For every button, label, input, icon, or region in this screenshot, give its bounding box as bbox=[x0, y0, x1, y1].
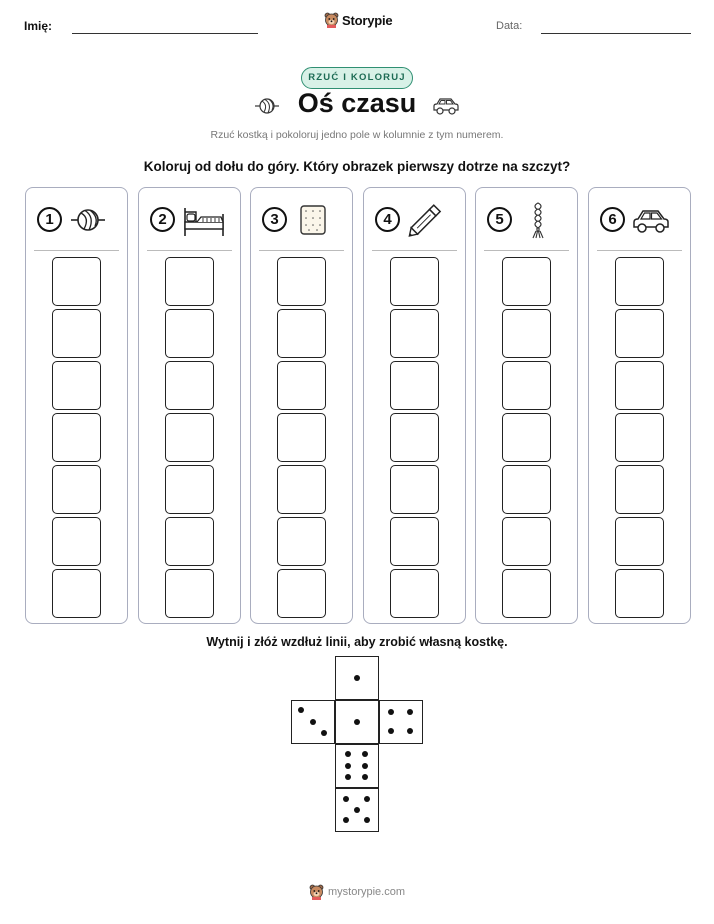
name-label: Imię: bbox=[24, 19, 53, 33]
color-cell[interactable] bbox=[277, 361, 326, 410]
footer-url: mystorypie.com bbox=[328, 886, 406, 898]
color-cell[interactable] bbox=[502, 465, 551, 514]
color-cell[interactable] bbox=[390, 465, 439, 514]
category-badge: RZUĆ I KOLORUJ bbox=[301, 67, 413, 89]
die-pip bbox=[364, 796, 370, 802]
color-cell[interactable] bbox=[52, 517, 101, 566]
color-cell[interactable] bbox=[52, 465, 101, 514]
track-column-5 bbox=[475, 187, 578, 624]
color-cell[interactable] bbox=[390, 413, 439, 462]
die-face-1 bbox=[335, 656, 379, 700]
car-icon bbox=[431, 95, 461, 117]
color-cell[interactable] bbox=[390, 569, 439, 618]
color-cell[interactable] bbox=[615, 361, 664, 410]
color-cell[interactable] bbox=[277, 569, 326, 618]
color-cell[interactable] bbox=[615, 413, 664, 462]
color-cell[interactable] bbox=[165, 361, 214, 410]
cracker-icon bbox=[293, 200, 333, 245]
color-cell[interactable] bbox=[502, 413, 551, 462]
column-divider bbox=[372, 250, 457, 251]
color-cell[interactable] bbox=[52, 361, 101, 410]
die-pip bbox=[343, 817, 349, 823]
color-cell[interactable] bbox=[502, 257, 551, 306]
column-number: 3 bbox=[262, 207, 287, 232]
braid-icon bbox=[518, 200, 558, 245]
die-pip bbox=[364, 817, 370, 823]
die-pip bbox=[362, 751, 368, 757]
color-cell[interactable] bbox=[52, 257, 101, 306]
die-pip bbox=[343, 796, 349, 802]
color-cell[interactable] bbox=[165, 413, 214, 462]
column-divider bbox=[34, 250, 119, 251]
die-pip bbox=[407, 728, 413, 734]
die-pip bbox=[310, 719, 316, 725]
color-cell[interactable] bbox=[52, 569, 101, 618]
die-pip bbox=[321, 730, 327, 736]
die-pip bbox=[354, 719, 360, 725]
die-face-6 bbox=[335, 744, 379, 788]
color-cell[interactable] bbox=[390, 309, 439, 358]
column-divider bbox=[147, 250, 232, 251]
color-cell[interactable] bbox=[615, 465, 664, 514]
color-cell[interactable] bbox=[165, 257, 214, 306]
color-cell[interactable] bbox=[502, 361, 551, 410]
yarn-ball-icon bbox=[68, 200, 108, 245]
name-line bbox=[72, 33, 258, 34]
die-face-4 bbox=[379, 700, 423, 744]
die-pip bbox=[345, 774, 351, 780]
color-cell[interactable] bbox=[52, 309, 101, 358]
die-face-1 bbox=[335, 700, 379, 744]
color-cell[interactable] bbox=[277, 257, 326, 306]
column-number: 5 bbox=[487, 207, 512, 232]
color-cell[interactable] bbox=[277, 413, 326, 462]
die-pip bbox=[354, 675, 360, 681]
die-pip bbox=[388, 709, 394, 715]
die-pip bbox=[362, 763, 368, 769]
die-face-5 bbox=[335, 788, 379, 832]
color-cell[interactable] bbox=[52, 413, 101, 462]
color-cell[interactable] bbox=[615, 569, 664, 618]
die-pip bbox=[345, 763, 351, 769]
color-cell[interactable] bbox=[502, 569, 551, 618]
color-cell[interactable] bbox=[502, 309, 551, 358]
color-cell[interactable] bbox=[165, 569, 214, 618]
column-divider bbox=[259, 250, 344, 251]
die-face-3 bbox=[291, 700, 335, 744]
track-column-3 bbox=[250, 187, 353, 624]
color-cell[interactable] bbox=[390, 361, 439, 410]
color-cell[interactable] bbox=[277, 517, 326, 566]
footer bbox=[309, 884, 405, 900]
storypie-logo bbox=[324, 12, 392, 28]
color-cell[interactable] bbox=[165, 465, 214, 514]
color-cell[interactable] bbox=[277, 309, 326, 358]
die-pip bbox=[362, 774, 368, 780]
cut-instruction: Wytnij i złóż wzdłuż linii, aby zrobić własną kostkę. bbox=[206, 635, 508, 649]
date-label: Data: bbox=[496, 20, 523, 32]
die-pip bbox=[407, 709, 413, 715]
page-title: Oś czasu bbox=[297, 88, 417, 118]
color-cell[interactable] bbox=[390, 517, 439, 566]
date-line bbox=[541, 33, 691, 34]
die-pip bbox=[345, 751, 351, 757]
track-column-4 bbox=[363, 187, 466, 624]
die-pip bbox=[354, 807, 360, 813]
color-cell[interactable] bbox=[615, 257, 664, 306]
color-cell[interactable] bbox=[615, 517, 664, 566]
die-pip bbox=[388, 728, 394, 734]
color-cell[interactable] bbox=[277, 465, 326, 514]
color-cell[interactable] bbox=[165, 517, 214, 566]
column-number: 6 bbox=[600, 207, 625, 232]
track-column-1 bbox=[25, 187, 128, 624]
subtitle: Rzuć kostką i pokoloruj jedno pole w kolumnie z tym numerem. bbox=[210, 129, 504, 141]
color-cell[interactable] bbox=[165, 309, 214, 358]
pencil-icon bbox=[406, 200, 446, 245]
color-cell[interactable] bbox=[390, 257, 439, 306]
track-column-2 bbox=[138, 187, 241, 624]
die-pip bbox=[298, 707, 304, 713]
color-cell[interactable] bbox=[502, 517, 551, 566]
bear-mascot-icon bbox=[309, 884, 324, 900]
column-number: 4 bbox=[375, 207, 400, 232]
column-number: 1 bbox=[37, 207, 62, 232]
bed-icon bbox=[181, 200, 227, 245]
column-divider bbox=[484, 250, 569, 251]
instruction: Koloruj od dołu do góry. Który obrazek pierwszy dotrze na szczyt? bbox=[143, 159, 571, 174]
track-column-6 bbox=[588, 187, 691, 624]
column-divider bbox=[597, 250, 682, 251]
column-number: 2 bbox=[150, 207, 175, 232]
car-icon bbox=[631, 200, 671, 245]
logo-text: Storypie bbox=[342, 12, 393, 28]
bear-mascot-icon bbox=[324, 12, 339, 28]
color-cell[interactable] bbox=[615, 309, 664, 358]
